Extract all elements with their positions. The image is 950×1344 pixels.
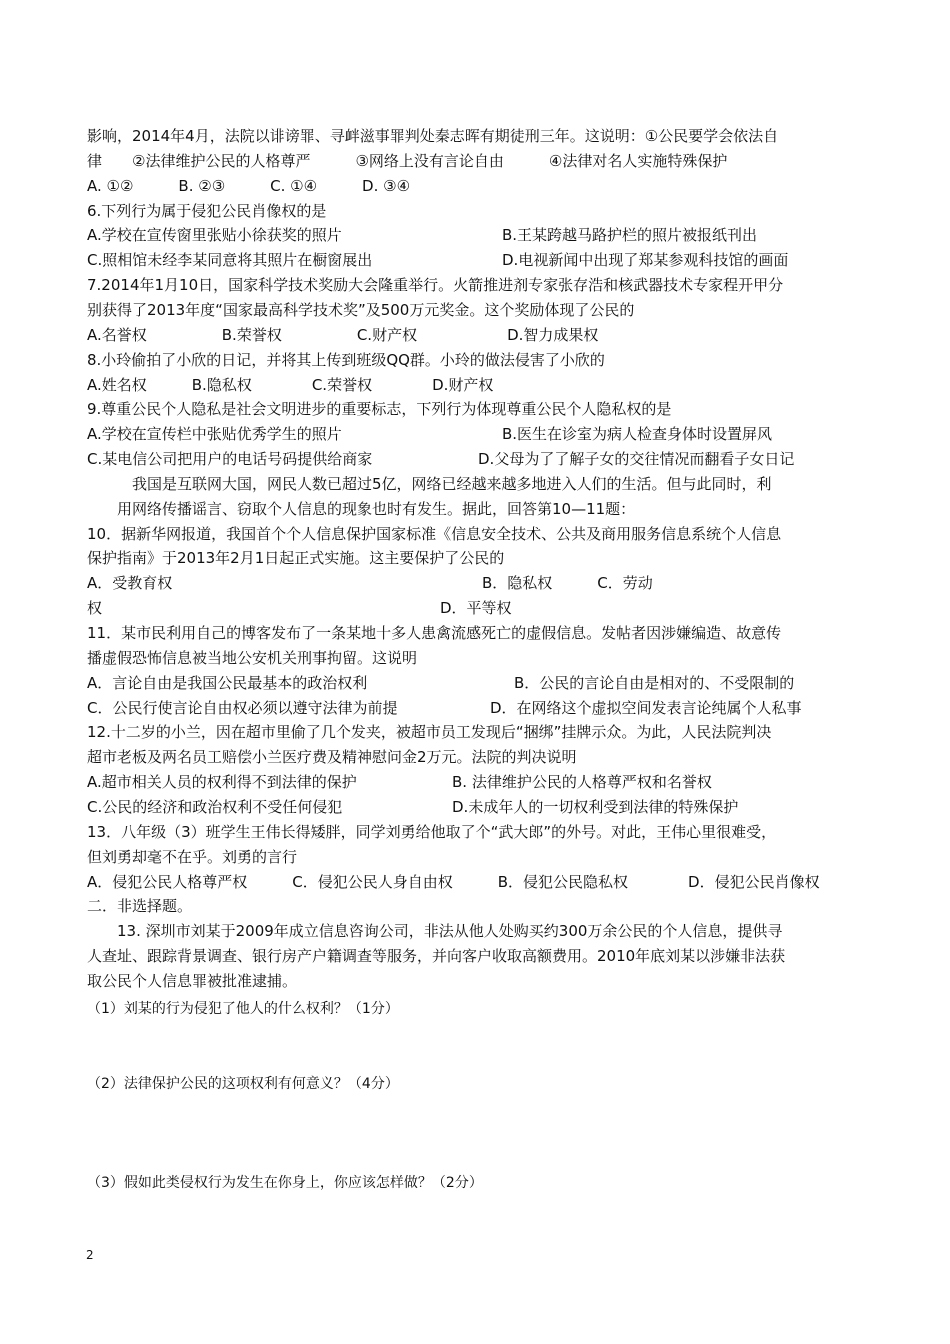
text-line: 11．某市民利用自己的博客发布了一条某地十多人患禽流感死亡的虚假信息。发帖者因涉嫌编造、故意传 (87, 624, 782, 642)
text-line: C．公民行使言论自由权必须以遵守法律为前提 (87, 699, 398, 717)
text-line: C.照相馆未经李某同意将其照片在橱窗展出 (87, 251, 373, 269)
text-line-option: B．隐私权 C．劳动 (482, 574, 653, 592)
text-line: 6.下列行为属于侵犯公民肖像权的是 (87, 202, 327, 220)
page-number: 2 (86, 1248, 94, 1262)
text-line: 但刘勇却毫不在乎。刘勇的言行 (87, 848, 298, 866)
sub-question-1: （1）刘某的行为侵犯了他人的什么权利？（1分） (87, 1001, 399, 1017)
text-line: 12.十二岁的小兰，因在超市里偷了几个发夹，被超市员工发现后“捆绑”挂牌示众。为此，人民法院判决 (87, 723, 772, 741)
text-line: 别获得了2013年度“国家最高科学技术奖”及500万元奖金。这个奖励体现了公民的 (87, 301, 635, 319)
text-line-option: D.父母为了了解子女的交往情况而翻看子女日记 (478, 450, 795, 468)
sub-question-2: （2）法律保护公民的这项权利有何意义？（4分） (87, 1076, 399, 1092)
text-line: 影响，2014年4月，法院以诽谤罪、寻衅滋事罪判处秦志晖有期徒刑三年。这说明：①公民要学会依法自 (87, 127, 779, 145)
text-line: 9.尊重公民个人隐私是社会文明进步的重要标志，下列行为体现尊重公民个人隐私权的是 (87, 400, 672, 418)
text-line-option: B.医生在诊室为病人检查身体时设置屏风 (502, 425, 773, 443)
text-line: A．侵犯公民人格尊严权 C．侵犯公民人身自由权 B．侵犯公民隐私权 D．侵犯公民肖像权 (87, 873, 820, 891)
text-line: A.名誉权 B.荣誉权 C.财产权 D.智力成果权 (87, 326, 599, 344)
text-line: 播虚假恐怖信息被当地公安机关刑事拘留。这说明 (87, 649, 418, 667)
text-line: 律 ②法律维护公民的人格尊严 ③网络上没有言论自由 ④法律对名人实施特殊保护 (87, 152, 728, 170)
text-line: 8.小玲偷拍了小欣的日记，并将其上传到班级QQ群。小玲的做法侵害了小欣的 (87, 351, 605, 369)
text-line: A．言论自由是我国公民最基本的政治权利 (87, 674, 368, 692)
text-line: 7.2014年1月10日，国家科学技术奖励大会隆重举行。火箭推进剂专家张存浩和核武器技术专家程开甲分 (87, 276, 784, 294)
text-line-option: B. 法律维护公民的人格尊严权和名誉权 (452, 773, 712, 791)
text-line: 权 (87, 599, 103, 617)
text-line-option: B.王某跨越马路护栏的照片被报纸刊出 (502, 226, 758, 244)
text-line-option: D．在网络这个虚拟空间发表言论纯属个人私事 (490, 699, 802, 717)
text-line: 二．非选择题。 (87, 897, 193, 915)
text-line-option: D.未成年人的一切权利受到法律的特殊保护 (452, 798, 739, 816)
text-line: 10．据新华网报道，我国首个个人信息保护国家标准《信息安全技术、公共及商用服务信息系统个人信息 (87, 525, 782, 543)
text-line: 13. 深圳市刘某于2009年成立信息咨询公司，非法从他人处购买约300万余公民的个人信息，提供寻 (87, 922, 783, 940)
text-line: A．受教育权 (87, 574, 173, 592)
text-line: 我国是互联网大国，网民人数已超过5亿，网络已经越来越多地进入人们的生活。但与此同时，利 (87, 475, 772, 493)
text-line-option: D.电视新闻中出现了郑某参观科技馆的画面 (502, 251, 789, 269)
text-line: A.学校在宣传窗里张贴小徐获奖的照片 (87, 226, 342, 244)
text-line: A. ①② B. ②③ C. ①④ D. ③④ (87, 177, 411, 195)
text-line: 用网络传播谣言、窃取个人信息的现象也时有发生。据此，回答第10—11题： (87, 500, 636, 518)
text-line: A.姓名权 B.隐私权 C.荣誉权 D.财产权 (87, 376, 494, 394)
sub-question-3: （3）假如此类侵权行为发生在你身上，你应该怎样做？（2分） (87, 1175, 483, 1191)
text-line: 13．八年级（3）班学生王伟长得矮胖，同学刘勇给他取了个“武大郎”的外号。对此，王伟心里很难受， (87, 823, 777, 841)
text-line: A.超市相关人员的权利得不到法律的保护 (87, 773, 357, 791)
text-line-option: D．平等权 (440, 599, 512, 617)
text-line: 取公民个人信息罪被批准逮捕。 (87, 972, 298, 990)
text-line: 人查址、跟踪背景调查、银行房产户籍调查等服务，并向客户收取高额费用。2010年底刘某以涉嫌非法获 (87, 947, 786, 965)
text-line: 保护指南》于2013年2月1日起正式实施。这主要保护了公民的 (87, 549, 505, 567)
text-line: 超市老板及两名员工赔偿小兰医疗费及精神慰问金2万元。法院的判决说明 (87, 748, 577, 766)
text-line: A.学校在宣传栏中张贴优秀学生的照片 (87, 425, 342, 443)
text-line-option: B．公民的言论自由是相对的、不受限制的 (514, 674, 795, 692)
text-line: C.公民的经济和政治权利不受任何侵犯 (87, 798, 343, 816)
text-line: C.某电信公司把用户的电话号码提供给商家 (87, 450, 373, 468)
